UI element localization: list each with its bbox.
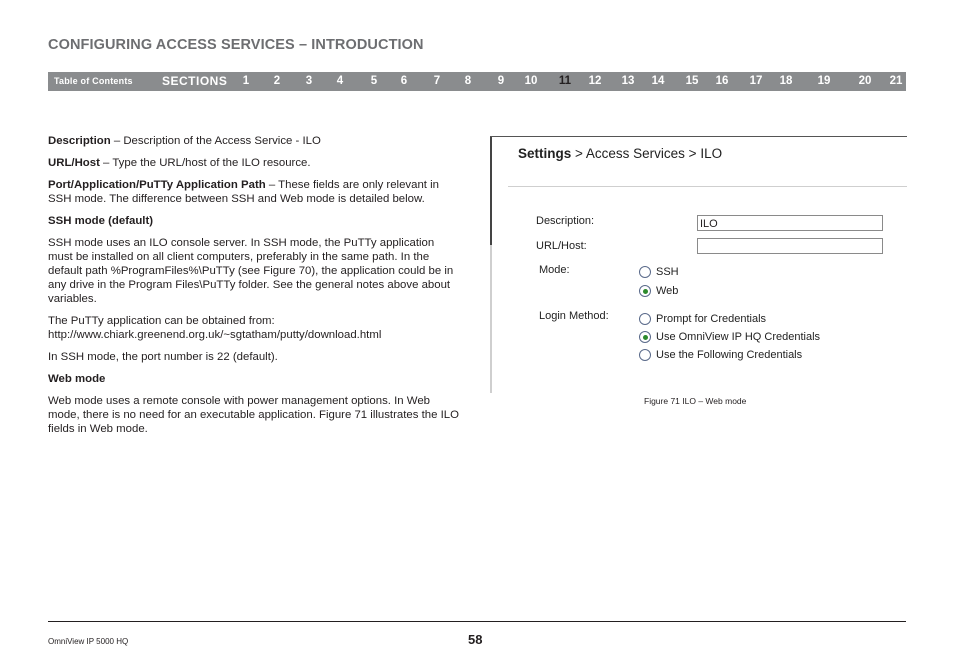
section-link-13[interactable]: 13 bbox=[621, 75, 635, 87]
body-text bbox=[48, 134, 460, 444]
mode-web-option[interactable] bbox=[639, 285, 678, 297]
table-of-contents-link[interactable]: Table of Contents bbox=[54, 76, 133, 86]
mode-ssh-label: SSH bbox=[656, 266, 679, 278]
login-prompt-label: Prompt for Credentials bbox=[656, 313, 767, 325]
page-number: 58 bbox=[468, 632, 483, 647]
breadcrumb-settings[interactable]: Settings bbox=[518, 146, 572, 161]
section-link-21[interactable]: 21 bbox=[889, 75, 903, 87]
web-paragraph: Web mode uses a remote console with power management options. In Web mode, there is no need for an executable application. Figure 71 illustrates the ILO fields in Web mode. bbox=[48, 395, 459, 435]
breadcrumb-path: > Access Services > ILO bbox=[571, 146, 723, 161]
port-note: In SSH mode, the port number is 22 (default). bbox=[48, 351, 278, 363]
ssh-heading: SSH mode (default) bbox=[48, 215, 154, 227]
section-link-16[interactable]: 16 bbox=[715, 75, 729, 87]
url-host-input[interactable] bbox=[697, 238, 883, 254]
putty-url: http://www.chiark.greenend.org.uk/~sgtatham/putty/download.html bbox=[48, 329, 382, 341]
url-term: URL/Host bbox=[48, 157, 100, 169]
section-link-6[interactable]: 6 bbox=[400, 75, 408, 87]
section-link-12[interactable]: 12 bbox=[588, 75, 602, 87]
settings-breadcrumb bbox=[518, 146, 722, 161]
port-definition: – These fields are only relevant in SSH mode. The difference between SSH and Web mode is detailed below. bbox=[48, 179, 439, 205]
login-following-option[interactable] bbox=[639, 349, 802, 361]
url-host-label: URL/Host: bbox=[536, 240, 587, 252]
section-link-19[interactable]: 19 bbox=[817, 75, 831, 87]
radio-following[interactable] bbox=[639, 349, 651, 361]
port-term: Port/Application/PuTTy Application Path bbox=[48, 179, 266, 191]
ssh-paragraph: SSH mode uses an ILO console server. In SSH mode, the PuTTy application must be installed on all client computers, preferably in the same path. In the default path %ProgramFiles%\PuTTy (see Figure 70), the application could be in any drive in the Program Files\PuTTy folder. See the general notes above about variables. bbox=[48, 237, 454, 305]
section-link-15[interactable]: 15 bbox=[685, 75, 699, 87]
login-prompt-option[interactable] bbox=[639, 313, 766, 325]
url-paragraph bbox=[48, 156, 460, 170]
section-link-3[interactable]: 3 bbox=[305, 75, 313, 87]
description-label: Description: bbox=[536, 215, 595, 227]
figure-divider bbox=[508, 186, 907, 187]
section-link-1[interactable]: 1 bbox=[242, 75, 250, 87]
section-link-20[interactable]: 20 bbox=[858, 75, 872, 87]
section-link-7[interactable]: 7 bbox=[433, 75, 441, 87]
login-following-label: Use the Following Credentials bbox=[656, 349, 803, 361]
description-paragraph bbox=[48, 134, 460, 148]
mode-label: Mode: bbox=[539, 264, 570, 276]
description-term: Description bbox=[48, 135, 111, 147]
section-link-14[interactable]: 14 bbox=[651, 75, 665, 87]
page-title: CONFIGURING ACCESS SERVICES – INTRODUCTION bbox=[48, 37, 424, 53]
ilo-settings-screenshot bbox=[490, 136, 907, 393]
section-link-5[interactable]: 5 bbox=[370, 75, 378, 87]
section-link-2[interactable]: 2 bbox=[273, 75, 281, 87]
radio-ssh[interactable] bbox=[639, 266, 651, 278]
port-paragraph bbox=[48, 178, 460, 206]
section-navbar bbox=[48, 72, 906, 91]
login-method-label: Login Method: bbox=[539, 310, 609, 322]
mode-web-label: Web bbox=[656, 285, 679, 297]
url-definition: – Type the URL/host of the ILO resource. bbox=[99, 157, 311, 169]
section-link-9[interactable]: 9 bbox=[497, 75, 505, 87]
mode-ssh-option[interactable] bbox=[639, 266, 679, 278]
figure-caption: Figure 71 ILO – Web mode bbox=[644, 396, 747, 406]
footer-divider bbox=[48, 621, 906, 622]
section-link-4[interactable]: 4 bbox=[336, 75, 344, 87]
description-input[interactable]: ILO bbox=[697, 215, 883, 231]
section-link-11[interactable]: 11 bbox=[558, 75, 572, 87]
sections-label: SECTIONS bbox=[162, 74, 228, 88]
section-link-18[interactable]: 18 bbox=[779, 75, 793, 87]
section-link-8[interactable]: 8 bbox=[464, 75, 472, 87]
putty-paragraph bbox=[48, 314, 460, 342]
radio-web-selected[interactable] bbox=[639, 285, 651, 297]
description-definition: – Description of the Access Service - ILO bbox=[110, 135, 321, 147]
putty-intro: The PuTTy application can be obtained from: bbox=[48, 315, 275, 327]
radio-prompt[interactable] bbox=[639, 313, 651, 325]
radio-omniview-selected[interactable] bbox=[639, 331, 651, 343]
section-link-17[interactable]: 17 bbox=[749, 75, 763, 87]
footer-product: OmniView IP 5000 HQ bbox=[48, 637, 129, 646]
figure-left-border bbox=[490, 137, 492, 245]
login-omniview-label: Use OmniView IP HQ Credentials bbox=[656, 331, 821, 343]
login-omniview-option[interactable] bbox=[639, 331, 820, 343]
figure-left-border-lower bbox=[490, 245, 492, 393]
web-heading: Web mode bbox=[48, 373, 106, 385]
section-link-10[interactable]: 10 bbox=[524, 75, 538, 87]
